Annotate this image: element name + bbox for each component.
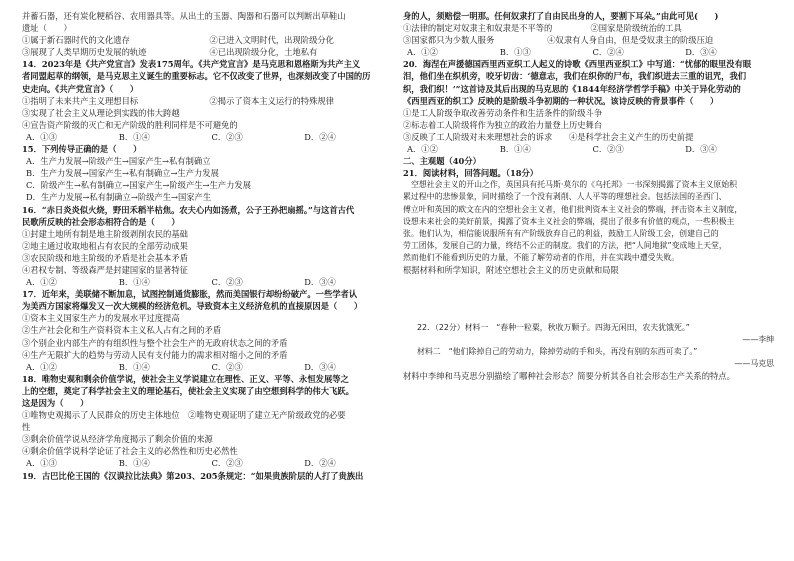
question-18-stem: 这是因为（ ） (22, 398, 89, 408)
option-d: D．③④ (304, 361, 336, 372)
option-b: B．①④ (118, 361, 150, 372)
statement: ①是工人阶级争取改善劳动条件和生活条件的阶级斗争 (403, 107, 603, 118)
question-19-stem: 19．古巴比伦王国的《汉谟拉比法典》第203、205条规定：“如果贵族阶层的人打了贵族出 (22, 470, 364, 481)
option-b: B．生产力发展→国家产生→私有制确立→生产力发展 (26, 168, 219, 179)
question-20-stem: 泪，他们坐在织机旁，咬牙切齿：‘德意志，我们在织你的尸布，我们织进去三重的诅咒，我们 (403, 71, 747, 82)
question-18-stem: 18．唯物史观和剩余价值学说，使社会主义学说建立在理性、正义、平等、永恒发展等之 (22, 373, 349, 384)
option-d: D．③④ (685, 144, 717, 155)
statement: ④宣告资产阶级的灭亡和无产阶级的胜利同样是不可避免的 (22, 119, 238, 130)
reading-text: 张。他们认为，相信能说服所有有产阶级放弃自己的利益，鼓励工人阶级工会，创建自己的 (403, 228, 719, 238)
attribution-marx: ——马克思 (734, 359, 774, 369)
option: ①属于新石器时代的文化遗存 (22, 35, 130, 46)
option-a: A．①② (407, 47, 438, 58)
question-14-stem: 者同盟起草的纲领，是马克思主义诞生的重要标志。它不仅改变了世界，也深刻改变了中国的历 (22, 71, 371, 82)
question-16-stem: 16．“赤日炎炎似火烧，野田禾稻半枯焦。农夫心内如汤煮，公子王孙把扇摇。”与这首古代 (22, 204, 355, 215)
statement: ②标志着工人阶级将作为独立的政治力量登上历史舞台 (403, 119, 603, 130)
question-19-stem: 身的人，须赔偿一明那。任何奴隶打了自由民出身的人，要割下耳朵。”由此可见( ) (403, 11, 719, 21)
statement: ③个别企业内部生产的有组织性与整个社会生产的无政府状态之间的矛盾 (22, 337, 288, 348)
option-d: D．③④ (304, 277, 336, 288)
question-14-stem: 史走向。《共产党宣言》（ ） (22, 83, 139, 94)
reading-text: 傅立叶和英国的欧文在内的空想社会主义者，他们批判资本主义社会的弊端，抨击资本主义制度， (403, 204, 743, 214)
options-row (22, 46, 397, 58)
statement: ①唯物史观揭示了人民群众的历史主体地位 ②唯物史观证明了建立无产阶级政党的必要 (22, 410, 346, 421)
option-b: B．①④ (499, 144, 531, 155)
options-row (22, 131, 397, 143)
option-c: C．②④ (592, 47, 624, 58)
option-c: C．阶级产生→私有制确立→国家产生→阶级产生→生产力发展 (26, 180, 251, 191)
statement-row (403, 34, 778, 46)
statement: ①封建土地所有制是地主阶级剥削农民的基础 (22, 228, 188, 239)
statement: ④剩余价值学说科学论证了社会主义的必然性和历史必然性 (22, 446, 238, 457)
question-18-stem: 上的空想，奠定了科学社会主义的理论基石，使社会主义实现了由空想到科学的伟大飞跃。 (22, 385, 354, 396)
options-row (403, 46, 778, 58)
question-20-stem: 织，我们织！’”这首诗及其后出现的马克思的《1844年经济学哲学手稿》中关于异化劳动的 (403, 83, 741, 94)
reading-text: 空想社会主义的开山之作，英国具有托马斯·莫尔的《乌托邦》一书深刻揭露了资本主义原始积 (411, 180, 738, 190)
question-22-task: 材料中李绅和马克思分别描绘了哪种社会形态？简要分析其各自社会形态生产关系的特点。 (403, 371, 735, 382)
question-22-material-1: 22．（22分）材料一 “春种一粒粟，秋收万颗子。四海无闲田，农夫犹饿死。” (417, 323, 690, 333)
question-22-material-2: 材料二 “他们除掉自己的劳动力，除掉劳动的手和头，再没有别的东西可卖了。” (417, 347, 698, 357)
statement: ③国家都只为少数人服务 (403, 35, 495, 46)
statement: ①资本主义国家生产力的发展水平过度提高 (22, 313, 180, 324)
statement: 性 (22, 422, 31, 433)
option-d: D．②④ (304, 458, 336, 469)
reading-text: 然而他们不能看到历史的力量，不能了解劳动者的作用，并在实践中遭受失败。 (403, 252, 680, 262)
option: ②已进入文明时代，出现阶级分化 (209, 35, 334, 46)
option-c: C．②③ (592, 144, 624, 155)
question-17-stem: 17．近年来，美联储不断加息，试图控制通货膨胀，然而美国银行却纷纷破产。一些学者认 (22, 289, 358, 300)
statement: ③剩余价值学说从经济学角度揭示了剩余价值的来源 (22, 434, 213, 445)
intro-line: 遗址（ ） (22, 23, 72, 34)
options-row (22, 34, 397, 46)
attribution-li-shen: ——李绅 (742, 335, 774, 345)
reading-text: 累过程中的悲惨景象，同时描绘了一个没有剥削、人人平等的理想社会。包括法国的圣西门、 (403, 192, 727, 202)
option-b: B．①④ (118, 458, 150, 469)
option-b: B．①④ (118, 277, 150, 288)
option-c: C．②③ (211, 361, 243, 372)
statement: ④奴隶有人身自由，但是受奴隶主的阶级压迫 (547, 35, 714, 46)
option-a: A．①③ (26, 458, 57, 469)
option-b: B．①③ (499, 47, 531, 58)
right-column (403, 10, 778, 383)
option: ④已出现阶级分化，土地私有 (209, 47, 318, 58)
option-d: D．③④ (685, 47, 717, 58)
option-d: D．②④ (304, 131, 336, 142)
answer-space (403, 276, 778, 322)
intro-line: 并蓄石器，还有炭化粳稻谷、农用器具等。从出土的玉器、陶器和石器可以判断出草鞋山 (22, 11, 346, 21)
statement: ②生产社会化和生产资料资本主义私人占有之间的矛盾 (22, 325, 222, 336)
option: ③展现了人类早期历史发展的轨迹 (22, 47, 147, 58)
option-c: C．②③ (211, 131, 243, 142)
options-row (22, 361, 397, 373)
question-15-stem: 15．下列传导正确的是（ ） (22, 144, 142, 155)
statement: ②国家是阶级统治的工具 (590, 23, 682, 34)
statement: ①指明了未来共产主义理想目标 (22, 95, 139, 106)
question-20-stem: 《西里西亚的织工》反映的是阶级斗争初期的一种状况。该诗反映的背景事件（ ） (403, 95, 719, 106)
option-d: D．生产力发展→私有制确立→阶级产生→国家产生 (26, 192, 212, 203)
question-16-stem: 民歌所反映的社会形态相符合的是（ ） (22, 216, 180, 227)
question-21-stem: 21．阅读材料，回答问题。（18分） (403, 168, 539, 179)
statement: ④生产无限扩大的趋势与劳动人民有支付能力的需求相对缩小之间的矛盾 (22, 349, 288, 360)
options-row (403, 143, 778, 155)
statement: ③反映了工人阶级对未来理想社会的诉求 ④是科学社会主义产生的历史前提 (403, 131, 694, 142)
statement: ②揭示了资本主义运行的特殊规律 (209, 95, 334, 106)
options-row (22, 457, 397, 469)
reading-text: 设想未来社会的美好前景，揭露了资本主义社会的弊端，提出了很多有价值的观点，一些积极主 (403, 216, 735, 226)
option-a: A．①② (26, 361, 57, 372)
option-a: A．①③ (26, 131, 57, 142)
statement: ①法律的制定对奴隶主和奴隶是不平等的 (403, 23, 553, 34)
question-20-stem: 20．海涅在声援德国西里西亚织工人起义的诗歌《西里西亚织工》中写道：“忧郁的眼里没有眼 (403, 59, 752, 70)
reading-text: 劳工团体，发展自己的力量，终结不公正的制度。我们的方法，把“人间地狱”变成地上天堂， (403, 240, 727, 250)
statement-row (22, 95, 397, 107)
option-c: C．②③ (211, 458, 243, 469)
option-a: A．①② (26, 277, 57, 288)
option-b: B．①④ (118, 131, 150, 142)
question-17-stem: 为美西方国家将爆发又一次大规模的经济危机。导致资本主义经济危机的直接原因是（ ） (22, 301, 363, 312)
statement: ④君权专制、等级森严是封建国家的显著特征 (22, 264, 188, 275)
statement: ②地主通过收取地租占有农民的全部劳动成果 (22, 240, 188, 251)
question-14-stem: 14．2023年是《共产党宣言》发表175周年。《共产党宣言》是马克思和恩格斯为共产主义 (22, 59, 361, 70)
left-column (22, 10, 397, 482)
section-heading: 二、主观题（40分） (403, 156, 481, 167)
option-c: C．②③ (211, 277, 243, 288)
statement-row (403, 22, 778, 34)
option-a: A．①② (407, 144, 438, 155)
question-21-task: 根据材料和所学知识，附述空想社会主义的历史贡献和局限 (403, 264, 619, 275)
statement: ③实现了社会主义从理论到实践的伟大跨越 (22, 107, 180, 118)
statement: ③农民阶级和地主阶级的矛盾是社会基本矛盾 (22, 252, 188, 263)
options-row (22, 276, 397, 288)
option-a: A．生产力发展→阶级产生→国家产生→私有制确立 (26, 156, 211, 167)
